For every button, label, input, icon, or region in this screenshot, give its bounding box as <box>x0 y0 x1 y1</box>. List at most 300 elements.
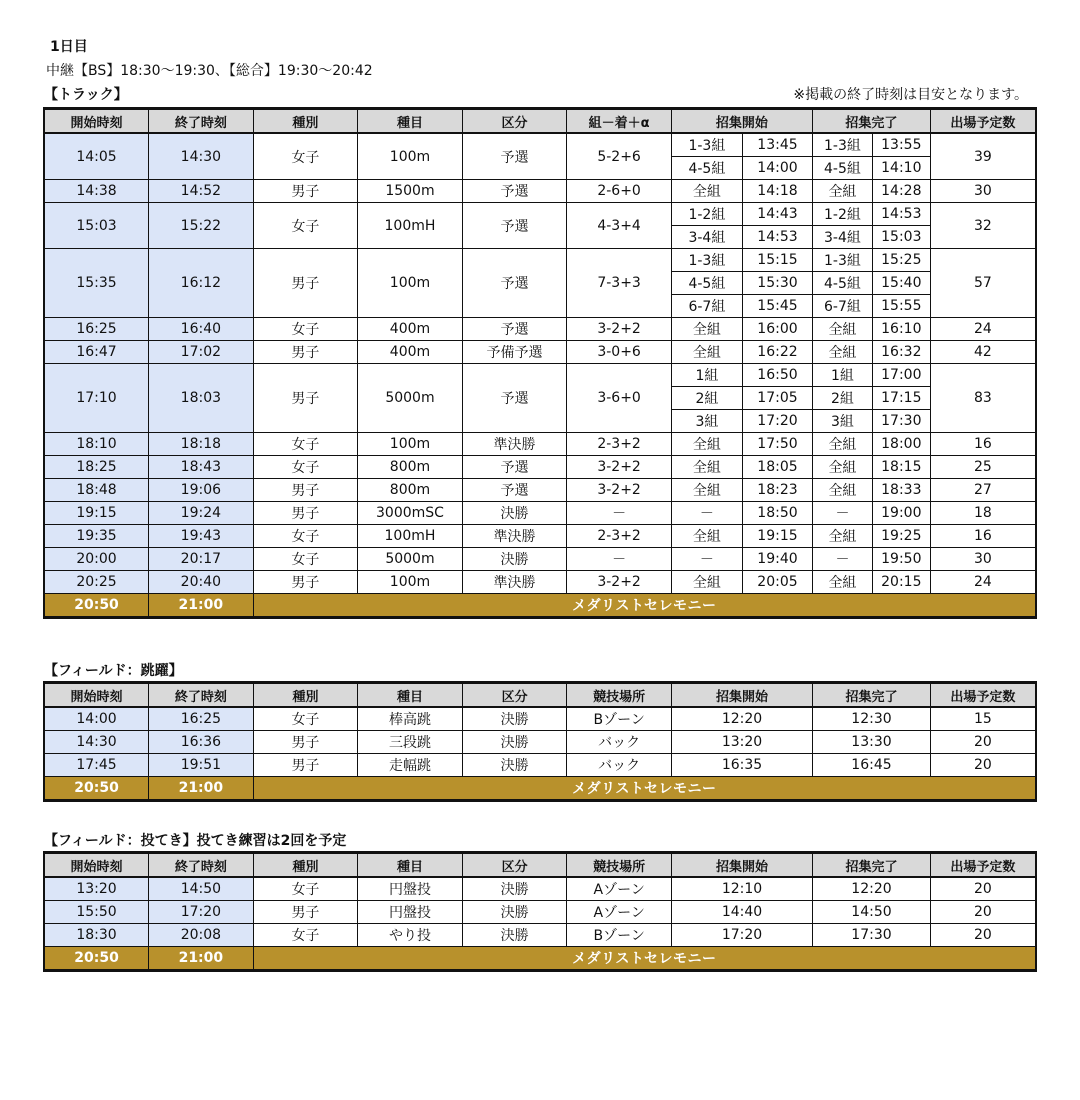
cell-heats: 7-3+3 <box>567 249 672 318</box>
cell-call-start-group: 全組 <box>671 571 742 594</box>
cell-venue: Aゾーン <box>567 901 672 924</box>
cell-start-time: 18:25 <box>44 456 149 479</box>
header-end-time: 終了時刻 <box>149 683 254 708</box>
cell-entries: 20 <box>930 731 1036 754</box>
header-event: 種目 <box>358 683 463 708</box>
cell-call-end-group: 全組 <box>813 180 873 203</box>
cell-heats: 4-3+4 <box>567 203 672 249</box>
cell-end-time: 17:20 <box>149 901 254 924</box>
cell-heats: 2-6+0 <box>567 180 672 203</box>
cell-call-start-group: 全組 <box>671 318 742 341</box>
cell-event: やり投 <box>358 924 463 947</box>
cell-category: 男子 <box>253 571 358 594</box>
cell-round: 予選 <box>462 364 567 433</box>
medal-end-time: 21:00 <box>149 777 254 801</box>
cell-entries: 16 <box>930 525 1036 548</box>
cell-entries: 15 <box>930 707 1036 731</box>
cell-heats: 3-2+2 <box>567 456 672 479</box>
cell-end-time: 19:06 <box>149 479 254 502</box>
table-row <box>44 571 1036 594</box>
cell-start-time: 18:10 <box>44 433 149 456</box>
cell-event: 100m <box>358 433 463 456</box>
cell-call-end-time: 17:15 <box>872 387 930 410</box>
track-section-title: 【トラック】 <box>44 87 128 103</box>
cell-call-start-time: 15:30 <box>742 272 812 295</box>
cell-start-time: 19:15 <box>44 502 149 525</box>
cell-end-time: 20:17 <box>149 548 254 571</box>
cell-heats: 3-2+2 <box>567 479 672 502</box>
cell-call-start: 14:40 <box>671 901 812 924</box>
cell-round: 決勝 <box>462 502 567 525</box>
jump-header-row <box>44 683 1036 708</box>
cell-call-start-time: 19:40 <box>742 548 812 571</box>
cell-call-start-time: 15:45 <box>742 295 812 318</box>
cell-call-end-time: 19:00 <box>872 502 930 525</box>
cell-event: 5000m <box>358 548 463 571</box>
cell-heats: 5-2+6 <box>567 133 672 180</box>
cell-call-end-group: 2組 <box>813 387 873 410</box>
cell-end-time: 19:43 <box>149 525 254 548</box>
cell-entries: 24 <box>930 571 1036 594</box>
medal-ceremony-label: メダリストセレモニー <box>253 947 1036 971</box>
cell-category: 女子 <box>253 318 358 341</box>
header-venue: 競技場所 <box>567 683 672 708</box>
header-entries: 出場予定数 <box>930 109 1036 134</box>
cell-call-start-time: 19:15 <box>742 525 812 548</box>
cell-call-start-group: 1-3組 <box>671 133 742 157</box>
table-row <box>44 877 1036 901</box>
cell-category: 女子 <box>253 548 358 571</box>
cell-call-end-time: 17:00 <box>872 364 930 387</box>
table-row <box>44 548 1036 571</box>
cell-round: 決勝 <box>462 548 567 571</box>
cell-call-start: 12:20 <box>671 707 812 731</box>
cell-event: 100mH <box>358 525 463 548</box>
cell-start-time: 14:30 <box>44 731 149 754</box>
cell-heats: 3-2+2 <box>567 571 672 594</box>
cell-entries: 32 <box>930 203 1036 249</box>
cell-venue: バック <box>567 754 672 777</box>
cell-event: 三段跳 <box>358 731 463 754</box>
cell-start-time: 16:25 <box>44 318 149 341</box>
cell-call-end: 16:45 <box>813 754 931 777</box>
cell-call-end-time: 18:15 <box>872 456 930 479</box>
table-row <box>44 249 1036 272</box>
cell-venue: Bゾーン <box>567 707 672 731</box>
cell-call-start-group: 全組 <box>671 433 742 456</box>
end-time-note: ※掲載の終了時刻は目安となります。 <box>793 87 1028 103</box>
cell-round: 決勝 <box>462 877 567 901</box>
cell-start-time: 15:50 <box>44 901 149 924</box>
cell-call-end-time: 14:53 <box>872 203 930 226</box>
header-call-start: 招集開始 <box>671 853 812 878</box>
cell-call-start: 16:35 <box>671 754 812 777</box>
cell-call-end-group: 4-5組 <box>813 157 873 180</box>
cell-call-start-group: 6-7組 <box>671 295 742 318</box>
cell-call-start-group: 4-5組 <box>671 157 742 180</box>
header-round: 区分 <box>462 109 567 134</box>
cell-round: 予選 <box>462 133 567 180</box>
cell-end-time: 18:18 <box>149 433 254 456</box>
header-entries: 出場予定数 <box>930 853 1036 878</box>
cell-category: 男子 <box>253 249 358 318</box>
cell-start-time: 17:45 <box>44 754 149 777</box>
cell-category: 女子 <box>253 433 358 456</box>
cell-call-end-time: 19:50 <box>872 548 930 571</box>
cell-end-time: 16:36 <box>149 731 254 754</box>
header-end-time: 終了時刻 <box>149 853 254 878</box>
cell-call-end-group: 3-4組 <box>813 226 873 249</box>
cell-end-time: 20:40 <box>149 571 254 594</box>
cell-round: 予選 <box>462 479 567 502</box>
cell-call-start-group: 全組 <box>671 341 742 364</box>
cell-call-end-group: 全組 <box>813 318 873 341</box>
cell-event: 100m <box>358 571 463 594</box>
cell-call-end: 13:30 <box>813 731 931 754</box>
cell-call-end-group: 6-7組 <box>813 295 873 318</box>
cell-heats: 2-3+2 <box>567 433 672 456</box>
table-row <box>44 318 1036 341</box>
cell-call-start-group: 1組 <box>671 364 742 387</box>
jump-table <box>43 681 1037 802</box>
cell-event: 100mH <box>358 203 463 249</box>
cell-call-start-time: 16:22 <box>742 341 812 364</box>
cell-call-end-group: 1-3組 <box>813 249 873 272</box>
throw-section-title: 【フィールド：投てき】投てき練習は2回を予定 <box>44 833 347 849</box>
header-heats: 組－着＋α <box>567 109 672 134</box>
cell-call-end-group: 全組 <box>813 433 873 456</box>
cell-end-time: 14:52 <box>149 180 254 203</box>
cell-event: 走幅跳 <box>358 754 463 777</box>
cell-category: 女子 <box>253 525 358 548</box>
cell-call-end-group: － <box>813 548 873 571</box>
cell-end-time: 18:43 <box>149 456 254 479</box>
cell-call-end-time: 20:15 <box>872 571 930 594</box>
cell-call-end-group: 4-5組 <box>813 272 873 295</box>
cell-start-time: 19:35 <box>44 525 149 548</box>
cell-call-end-time: 15:25 <box>872 249 930 272</box>
cell-call-start-group: 全組 <box>671 456 742 479</box>
cell-end-time: 17:02 <box>149 341 254 364</box>
cell-end-time: 14:30 <box>149 133 254 180</box>
cell-start-time: 20:25 <box>44 571 149 594</box>
cell-category: 男子 <box>253 502 358 525</box>
cell-category: 女子 <box>253 924 358 947</box>
cell-call-end-time: 13:55 <box>872 133 930 157</box>
medal-start-time: 20:50 <box>44 777 149 801</box>
medal-end-time: 21:00 <box>149 947 254 971</box>
cell-start-time: 20:00 <box>44 548 149 571</box>
cell-call-start-time: 16:50 <box>742 364 812 387</box>
cell-call-end-time: 17:30 <box>872 410 930 433</box>
table-row <box>44 341 1036 364</box>
header-call-end: 招集完了 <box>813 853 931 878</box>
cell-end-time: 19:51 <box>149 754 254 777</box>
cell-call-end-group: － <box>813 502 873 525</box>
cell-heats: － <box>567 502 672 525</box>
cell-call-end-group: 全組 <box>813 456 873 479</box>
cell-call-start-time: 14:43 <box>742 203 812 226</box>
cell-start-time: 15:35 <box>44 249 149 318</box>
cell-call-start-group: － <box>671 548 742 571</box>
cell-entries: 27 <box>930 479 1036 502</box>
cell-call-end-group: 3組 <box>813 410 873 433</box>
cell-start-time: 17:10 <box>44 364 149 433</box>
header-end-time: 終了時刻 <box>149 109 254 134</box>
cell-event: 3000mSC <box>358 502 463 525</box>
medal-ceremony-row <box>44 594 1036 618</box>
cell-call-start-time: 20:05 <box>742 571 812 594</box>
cell-call-end: 12:20 <box>813 877 931 901</box>
header-venue: 競技場所 <box>567 853 672 878</box>
track-table <box>43 107 1037 619</box>
cell-round: 決勝 <box>462 731 567 754</box>
cell-call-end-group: 1-3組 <box>813 133 873 157</box>
cell-call-start-group: 3-4組 <box>671 226 742 249</box>
cell-call-start-time: 18:05 <box>742 456 812 479</box>
cell-category: 男子 <box>253 341 358 364</box>
header-category: 種別 <box>253 853 358 878</box>
table-row <box>44 731 1036 754</box>
cell-event: 円盤投 <box>358 877 463 901</box>
cell-end-time: 18:03 <box>149 364 254 433</box>
medal-ceremony-label: メダリストセレモニー <box>253 777 1036 801</box>
cell-round: 準決勝 <box>462 525 567 548</box>
cell-call-start-group: 全組 <box>671 180 742 203</box>
cell-end-time: 16:12 <box>149 249 254 318</box>
header-category: 種別 <box>253 683 358 708</box>
cell-start-time: 14:38 <box>44 180 149 203</box>
cell-category: 男子 <box>253 731 358 754</box>
table-row <box>44 901 1036 924</box>
cell-call-start-time: 14:00 <box>742 157 812 180</box>
cell-call-end-group: 1組 <box>813 364 873 387</box>
cell-round: 決勝 <box>462 754 567 777</box>
cell-call-start-time: 14:18 <box>742 180 812 203</box>
cell-start-time: 13:20 <box>44 877 149 901</box>
cell-call-end-group: 全組 <box>813 479 873 502</box>
cell-category: 女子 <box>253 456 358 479</box>
header-event: 種目 <box>358 109 463 134</box>
cell-category: 女子 <box>253 203 358 249</box>
table-row <box>44 433 1036 456</box>
cell-call-start: 17:20 <box>671 924 812 947</box>
header-round: 区分 <box>462 683 567 708</box>
cell-event: 400m <box>358 318 463 341</box>
cell-call-end: 14:50 <box>813 901 931 924</box>
jump-section-title: 【フィールド：跳躍】 <box>44 663 183 679</box>
cell-category: 男子 <box>253 180 358 203</box>
cell-end-time: 15:22 <box>149 203 254 249</box>
cell-event: 5000m <box>358 364 463 433</box>
medal-ceremony-label: メダリストセレモニー <box>253 594 1036 618</box>
table-row <box>44 525 1036 548</box>
cell-event: 円盤投 <box>358 901 463 924</box>
medal-ceremony-row <box>44 947 1036 971</box>
day-title: 1日目 <box>50 39 88 55</box>
cell-event: 棒高跳 <box>358 707 463 731</box>
header-start-time: 開始時刻 <box>44 683 149 708</box>
cell-entries: 20 <box>930 877 1036 901</box>
cell-call-end-group: 全組 <box>813 525 873 548</box>
cell-start-time: 18:48 <box>44 479 149 502</box>
cell-start-time: 16:47 <box>44 341 149 364</box>
cell-round: 予備予選 <box>462 341 567 364</box>
table-row <box>44 180 1036 203</box>
medal-start-time: 20:50 <box>44 947 149 971</box>
cell-call-start: 12:10 <box>671 877 812 901</box>
cell-call-start-time: 13:45 <box>742 133 812 157</box>
cell-call-start-group: 全組 <box>671 525 742 548</box>
cell-heats: 3-6+0 <box>567 364 672 433</box>
cell-call-start-time: 18:50 <box>742 502 812 525</box>
cell-end-time: 14:50 <box>149 877 254 901</box>
table-row <box>44 754 1036 777</box>
cell-call-start-time: 15:15 <box>742 249 812 272</box>
cell-category: 男子 <box>253 901 358 924</box>
cell-round: 決勝 <box>462 924 567 947</box>
cell-call-end-group: 1-2組 <box>813 203 873 226</box>
cell-round: 準決勝 <box>462 433 567 456</box>
cell-call-end-time: 16:10 <box>872 318 930 341</box>
header-call-end: 招集完了 <box>813 683 931 708</box>
header-round: 区分 <box>462 853 567 878</box>
table-row <box>44 133 1036 157</box>
cell-call-end-time: 15:40 <box>872 272 930 295</box>
cell-round: 準決勝 <box>462 571 567 594</box>
cell-call-start-group: 全組 <box>671 479 742 502</box>
cell-round: 予選 <box>462 180 567 203</box>
cell-venue: Bゾーン <box>567 924 672 947</box>
cell-entries: 25 <box>930 456 1036 479</box>
cell-call-end-group: 全組 <box>813 571 873 594</box>
table-row <box>44 456 1036 479</box>
cell-event: 100m <box>358 249 463 318</box>
cell-call-start-time: 17:50 <box>742 433 812 456</box>
cell-call-end-time: 18:00 <box>872 433 930 456</box>
table-row <box>44 364 1036 387</box>
cell-category: 男子 <box>253 479 358 502</box>
medal-end-time: 21:00 <box>149 594 254 618</box>
cell-event: 100m <box>358 133 463 180</box>
table-row <box>44 707 1036 731</box>
cell-end-time: 19:24 <box>149 502 254 525</box>
cell-entries: 39 <box>930 133 1036 180</box>
cell-round: 予選 <box>462 203 567 249</box>
header-call-end: 招集完了 <box>813 109 931 134</box>
header-start-time: 開始時刻 <box>44 853 149 878</box>
cell-round: 予選 <box>462 318 567 341</box>
cell-call-start-group: 2組 <box>671 387 742 410</box>
table-row <box>44 502 1036 525</box>
cell-call-end: 17:30 <box>813 924 931 947</box>
throw-body <box>44 877 1036 971</box>
cell-entries: 42 <box>930 341 1036 364</box>
cell-category: 男子 <box>253 364 358 433</box>
cell-call-start-time: 14:53 <box>742 226 812 249</box>
cell-start-time: 14:05 <box>44 133 149 180</box>
cell-call-start-group: 3組 <box>671 410 742 433</box>
medal-start-time: 20:50 <box>44 594 149 618</box>
header-call-start: 招集開始 <box>671 683 812 708</box>
header-category: 種別 <box>253 109 358 134</box>
track-body <box>44 133 1036 618</box>
cell-entries: 18 <box>930 502 1036 525</box>
cell-call-end-time: 14:28 <box>872 180 930 203</box>
cell-call-end: 12:30 <box>813 707 931 731</box>
cell-call-end-time: 18:33 <box>872 479 930 502</box>
cell-entries: 30 <box>930 180 1036 203</box>
cell-category: 女子 <box>253 707 358 731</box>
track-header-row <box>44 109 1036 134</box>
header-event: 種目 <box>358 853 463 878</box>
cell-call-end-time: 19:25 <box>872 525 930 548</box>
cell-entries: 24 <box>930 318 1036 341</box>
cell-round: 決勝 <box>462 901 567 924</box>
cell-heats: 3-2+2 <box>567 318 672 341</box>
cell-entries: 83 <box>930 364 1036 433</box>
cell-entries: 20 <box>930 901 1036 924</box>
cell-call-end-time: 15:03 <box>872 226 930 249</box>
cell-call-start-time: 16:00 <box>742 318 812 341</box>
cell-heats: 3-0+6 <box>567 341 672 364</box>
throw-header-row <box>44 853 1036 878</box>
cell-end-time: 16:25 <box>149 707 254 731</box>
header-entries: 出場予定数 <box>930 683 1036 708</box>
cell-call-end-time: 14:10 <box>872 157 930 180</box>
cell-event: 800m <box>358 479 463 502</box>
cell-entries: 30 <box>930 548 1036 571</box>
cell-heats: 2-3+2 <box>567 525 672 548</box>
cell-end-time: 16:40 <box>149 318 254 341</box>
cell-call-start-time: 17:20 <box>742 410 812 433</box>
cell-venue: Aゾーン <box>567 877 672 901</box>
cell-entries: 20 <box>930 754 1036 777</box>
medal-ceremony-row <box>44 777 1036 801</box>
cell-heats: － <box>567 548 672 571</box>
cell-call-start-group: 1-3組 <box>671 249 742 272</box>
cell-round: 予選 <box>462 249 567 318</box>
cell-call-start-group: 4-5組 <box>671 272 742 295</box>
cell-category: 女子 <box>253 877 358 901</box>
table-row <box>44 479 1036 502</box>
cell-call-start-time: 18:23 <box>742 479 812 502</box>
cell-call-start: 13:20 <box>671 731 812 754</box>
cell-start-time: 15:03 <box>44 203 149 249</box>
cell-entries: 16 <box>930 433 1036 456</box>
header-call-start: 招集開始 <box>671 109 812 134</box>
table-row <box>44 924 1036 947</box>
cell-call-start-time: 17:05 <box>742 387 812 410</box>
cell-category: 男子 <box>253 754 358 777</box>
cell-entries: 57 <box>930 249 1036 318</box>
cell-entries: 20 <box>930 924 1036 947</box>
cell-start-time: 14:00 <box>44 707 149 731</box>
cell-call-start-group: 1-2組 <box>671 203 742 226</box>
cell-event: 800m <box>358 456 463 479</box>
cell-call-end-time: 16:32 <box>872 341 930 364</box>
cell-round: 予選 <box>462 456 567 479</box>
table-row <box>44 203 1036 226</box>
cell-call-start-group: － <box>671 502 742 525</box>
cell-call-end-group: 全組 <box>813 341 873 364</box>
cell-event: 400m <box>358 341 463 364</box>
cell-venue: バック <box>567 731 672 754</box>
header-start-time: 開始時刻 <box>44 109 149 134</box>
jump-body <box>44 707 1036 801</box>
broadcast-info: 中継【BS】18:30～19:30、【総合】19:30～20:42 <box>46 63 373 79</box>
cell-event: 1500m <box>358 180 463 203</box>
